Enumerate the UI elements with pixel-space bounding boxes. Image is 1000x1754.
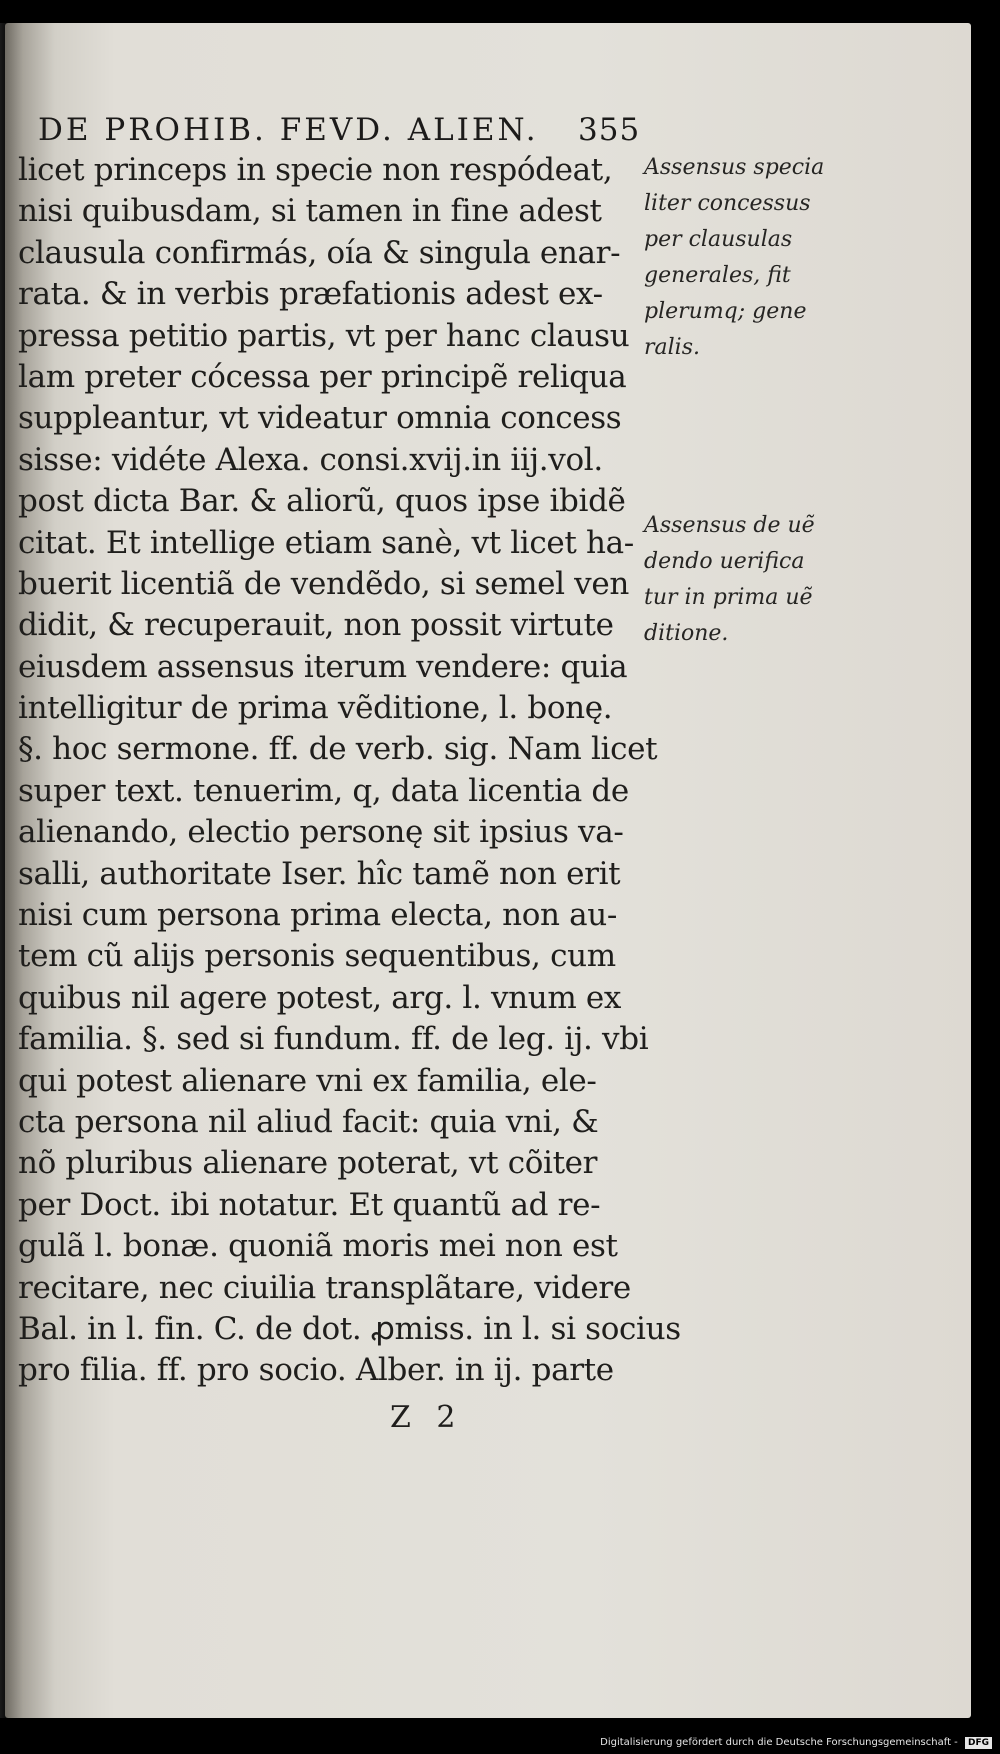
text-line: intelligitur de prima vẽditione, l. bonę. bbox=[18, 690, 613, 727]
text-line: nisi quibusdam, si tamen in fine adest bbox=[18, 193, 602, 230]
text-line: Bal. in l. fin. C. de dot. ꝓmiss. in l. si socius bbox=[18, 1310, 681, 1347]
marginal-note-line: ditione. bbox=[644, 621, 729, 646]
credit-text: Digitalisierung gefördert durch die Deutsche Forschungsgemeinschaft - bbox=[600, 1737, 958, 1748]
text-line: super text. tenuerim, q, data licentia de bbox=[18, 772, 629, 809]
marginal-note-line: tur in prima uẽ bbox=[644, 585, 813, 610]
text-line: eiusdem assensus iterum vendere: quia bbox=[18, 648, 628, 685]
text-line: gulã l. bonæ. quoniã moris mei non est bbox=[18, 1228, 618, 1265]
marginal-note-line: dendo uerifica bbox=[644, 549, 805, 574]
marginal-note-line: Assensus specia bbox=[644, 155, 825, 180]
text-line: post dicta Bar. & aliorũ, quos ipse ibidẽ bbox=[18, 483, 626, 520]
marginal-note-line: generales, fit bbox=[644, 263, 791, 288]
dfg-logo: DFG bbox=[965, 1737, 992, 1749]
text-line: buerit licentiã de vendẽdo, si semel ven bbox=[18, 565, 629, 602]
text-line: alienando, electio personę sit ipsius va- bbox=[18, 814, 624, 851]
text-line: qui potest alienare vni ex familia, ele- bbox=[18, 1062, 597, 1099]
text-line: recitare, nec ciuilia transplãtare, videre bbox=[18, 1269, 631, 1306]
text-line: licet princeps in specie non respódeat, bbox=[18, 152, 613, 188]
text-line: clausula confirmás, oía & singula enar- bbox=[18, 234, 621, 271]
text-line: cta persona nil aliud facit: quia vni, & bbox=[18, 1103, 599, 1140]
text-line: nisi cum persona prima electa, non au- bbox=[18, 897, 618, 934]
text-line: citat. Et intellige etiam sanè, vt licet ha- bbox=[18, 524, 634, 561]
running-header bbox=[38, 112, 641, 148]
running-title: DE PROHIB. FEVD. ALIEN. bbox=[38, 112, 539, 148]
text-line: quibus nil agere potest, arg. l. vnum ex bbox=[18, 979, 622, 1016]
marginal-note bbox=[644, 150, 824, 366]
marginal-note-line: ralis. bbox=[644, 335, 700, 360]
text-line: pressa petitio partis, vt per hanc clausu bbox=[18, 317, 630, 354]
marginal-note-line: Assensus de uẽ bbox=[644, 513, 815, 538]
text-line: didit, & recuperauit, non possit virtute bbox=[18, 607, 614, 644]
marginal-note bbox=[644, 508, 824, 652]
text-line: suppleantur, vt videatur omnia concess bbox=[18, 400, 622, 437]
text-line: sisse: vidéte Alexa. consi.xvij.in iij.vol. bbox=[18, 441, 603, 478]
text-line: familia. §. sed si fundum. ff. de leg. ij. vbi bbox=[18, 1021, 649, 1058]
text-line: §. hoc sermone. ff. de verb. sig. Nam licet bbox=[18, 731, 658, 768]
text-line: per Doct. ibi notatur. Et quantũ ad re- bbox=[18, 1186, 601, 1223]
text-line: tem cũ alijs personis sequentibus, cum bbox=[18, 938, 616, 975]
signature-mark: Z 2 bbox=[390, 1400, 464, 1435]
page-number: 355 bbox=[578, 112, 641, 148]
marginal-note-line: plerumq; gene bbox=[644, 299, 807, 324]
text-line: pro filia. ff. pro socio. Alber. in ij. parte bbox=[18, 1352, 614, 1389]
marginal-note-line: per clausulas bbox=[644, 227, 793, 252]
digitization-credit bbox=[600, 1737, 992, 1749]
text-line: lam preter cócessa per principẽ reliqua bbox=[18, 358, 627, 395]
marginal-note-line: liter concessus bbox=[644, 191, 811, 216]
text-line: nõ pluribus alienare poterat, vt cõiter bbox=[18, 1145, 598, 1182]
text-line: salli, authoritate Iser. hîc tamẽ non erit bbox=[18, 855, 621, 892]
text-line: rata. & in verbis præfationis adest ex- bbox=[18, 276, 603, 313]
